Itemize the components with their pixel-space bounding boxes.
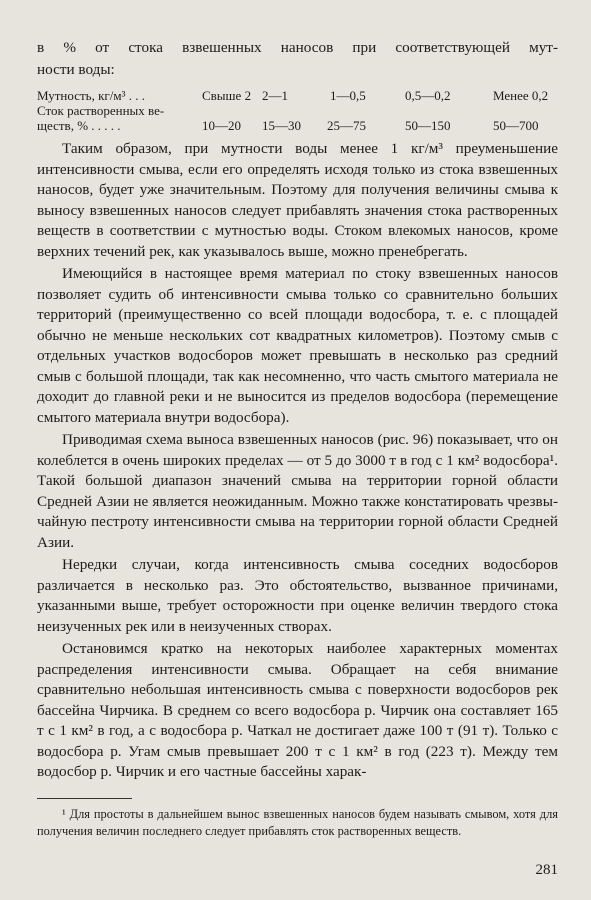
turbidity-label: Мутность, кг/м³ . . . xyxy=(37,88,145,103)
dissolved-cell: 25—75 xyxy=(327,118,366,133)
dissolved-cell: 10—20 xyxy=(202,118,241,133)
turbidity-cell: Свыше 2 xyxy=(202,88,252,103)
paragraph: Приводимая схема выноса взвешенных наносов (рис. 96) показывает, что он колеблется в очень широких пределах — от 5 до 3000 т в год с 1 км² водосбора¹. Такой большой диапазон значений смыва на территории горной области Средней Азии не является неожиданным. Можно также констатировать чрезвычайную пестроту интенсивности смыва на территории горной области Средней Азии. xyxy=(37,431,558,551)
intro-line-1: в % от стока взвешенных наносов при соответствующей мут- xyxy=(37,39,558,56)
paragraph: Остановимся кратко на некоторых наиболее характерных моментах распределения интенсивности смыва. Обращает на себя внимание сравнительно небольшая интенсивность смыва с поверхности водосборов рек бассейна Чирчика. В среднем со всего водосбора р. Чирчик она составляет 165 т с 1 км² в год, а с водосбора р. Чаткал не достигает даже 100 т (91 т). Только с водосбора р. Угам смыв превышает 200 т с 1 км² в год (223 т). Между тем водосбор р. Чирчик и его частные бассейны харак- xyxy=(37,640,558,780)
turbidity-cell: Менее 0,2 xyxy=(493,88,549,103)
dissolved-label-2: ществ, % . . . . . xyxy=(37,118,121,133)
paragraph: Таким образом, при мутности воды менее 1 кг/м³ преуменьшение интенсивности смыва, если его определять исходя только из стока взвешенных наносов, будет уже значительным. Поэтому для получения величины смыва к выносу взвешенных наносов следует прибавлять значения стока растворенных веществ в соответствии с мутностью воды. Стоком влекомых наносов, кроме верхних течений рек, как указывалось выше, можно пренебрегать. xyxy=(37,140,558,260)
dissolved-label-1: Сток растворенных ве- xyxy=(37,103,165,118)
dissolved-cell: 50—700 xyxy=(493,118,539,133)
intro-line-2: ности воды: xyxy=(37,61,115,78)
turbidity-cell: 2—1 xyxy=(262,88,288,103)
turbidity-cell: 0,5—0,2 xyxy=(405,88,451,103)
dissolved-cell: 15—30 xyxy=(262,118,301,133)
footnote-divider xyxy=(37,798,132,799)
page-number: 281 xyxy=(535,862,558,878)
paragraph: Имеющийся в настоящее время материал по стоку взвешенных наносов позволяет судить об интенсивности смыва только со сравнительно больших территорий (преимущественно со всей площади водосбора, т. е. с площадей обычно не меньше нескольких сот квадратных километров). Поэтому смыв с отдельных участков водосборов может превышать в несколько раз средний смыв с большой площади, так как несомненно, что часть смытого материала не доходит до главной реки и не выносится из пределов водосбора (перемещение смытого материала внутри водосбора). xyxy=(37,265,558,426)
paragraph: Нередки случаи, когда интенсивность смыва соседних водосборов различается в несколько раз. Это обстоятельство, вызванное причинами, указанными выше, требует осторожности при оценке величин твердого стока неизученных рек или в неизученных створах. xyxy=(37,556,558,635)
body-text xyxy=(37,139,558,785)
footnote: ¹ Для простоты в дальнейшем вынос взвешенных наносов будем называть смывом, хотя для получения величин последнего следует прибавлять сток растворенных веществ. xyxy=(37,807,558,838)
dissolved-cell: 50—150 xyxy=(405,118,451,133)
turbidity-cell: 1—0,5 xyxy=(330,88,366,103)
